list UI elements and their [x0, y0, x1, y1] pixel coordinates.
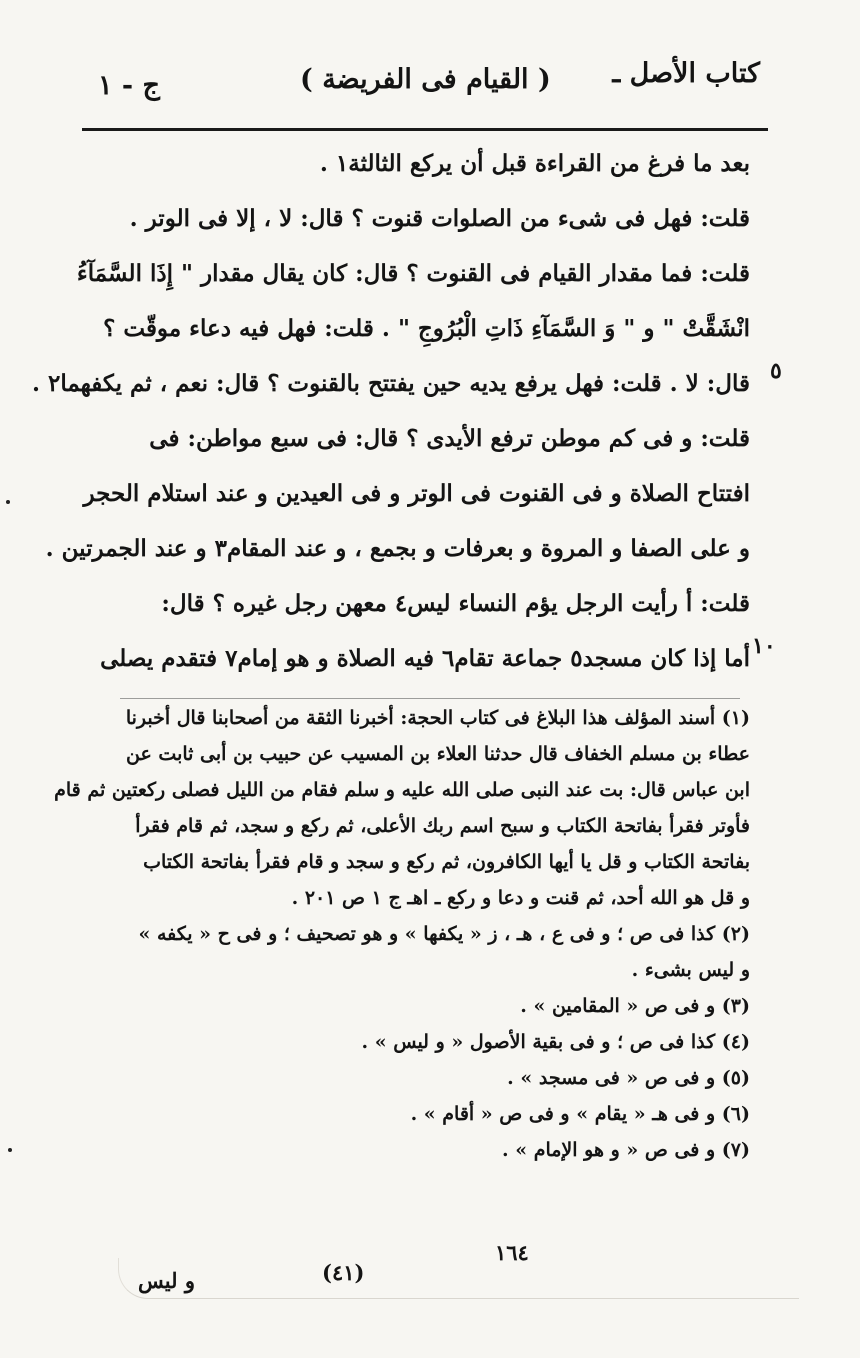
- footnote-line: (٤) كذا فى ص ؛ و فى بقية الأصول « و ليس » .: [361, 1031, 750, 1053]
- footnote-line: و قل هو الله أحد، ثم قنت و دعا و ركع ـ اهـ ج ١ ص ٢٠١ .: [291, 887, 750, 909]
- text-line: و على الصفا و المروة و بعرفات و بجمع ، و عند المقام٣ و عند الجمرتين .: [45, 535, 750, 562]
- footnote-line: عطاء بن مسلم الخفاف قال حدثنا العلاء بن المسيب عن حبيب بن أبى ثابت عن: [126, 743, 750, 765]
- footnote-line: فأوتر فقرأ بفاتحة الكتاب و سبح اسم ربك الأعلى، ثم ركع و سجد، ثم قام فقرأ: [135, 815, 750, 837]
- page-number: ١٦٤: [495, 1240, 529, 1265]
- text-line: أما إذا كان مسجد٥ جماعة تقام٦ فيه الصلاة و هو إمام٧ فتقدم يصلى: [100, 645, 750, 672]
- text-line: انْشَقَّتْ " و " وَ السَّمَآءِ ذَاتِ الْبُرُوجِ " . قلت: فهل فيه دعاء موقّت ؟: [103, 315, 750, 342]
- line-number-5: ٥: [770, 358, 782, 384]
- footnote-line: (٣) و فى ص « المقامين » .: [520, 995, 750, 1017]
- text-line: افتتاح الصلاة و فى القنوت فى الوتر و فى العيدين و عند استلام الحجر: [83, 480, 750, 507]
- page-fold-edge: [118, 1258, 799, 1299]
- running-header: [80, 58, 760, 118]
- main-text: [32, 136, 750, 686]
- text-line: قلت: فما مقدار القيام فى القنوت ؟ قال: كان يقال مقدار " إِذَا السَّمَآءُ: [76, 260, 750, 287]
- footnote-line: (٦) و فى هـ « يقام » و فى ص « أقام » .: [410, 1103, 750, 1125]
- text-line: بعد ما فرغ من القراءة قبل أن يركع الثالثة١ .: [319, 150, 750, 177]
- book-title: كتاب الأصل ـ: [612, 58, 760, 89]
- footnote-line: بفاتحة الكتاب و قل يا أيها الكافرون، ثم ركع و سجد و قام فقرأ بفاتحة الكتاب: [143, 851, 750, 873]
- text-line: قلت: فهل فى شىء من الصلوات قنوت ؟ قال: لا ، إلا فى الوتر .: [129, 205, 750, 232]
- header-rule: [82, 128, 768, 131]
- footnote-separator: [120, 698, 740, 699]
- sheet-number: (٤١): [322, 1260, 365, 1285]
- footnote-line: (١) أسند المؤلف هذا البلاغ فى كتاب الحجة: أخبرنا الثقة من أصحابنا قال أخبرنا: [125, 707, 750, 729]
- footnote-line: و ليس بشىء .: [631, 959, 750, 981]
- footnote-line: (٥) و فى ص « فى مسجد » .: [507, 1067, 750, 1089]
- footnote-line: (٢) كذا فى ص ؛ و فى ع ، هـ ، ز « يكفها » و هو تصحيف ؛ و فى ح « يكفه »: [138, 923, 750, 945]
- footnotes: [54, 700, 750, 1168]
- line-number-10: ١٠: [752, 633, 776, 659]
- footnote-line: (٧) و فى ص « و هو الإمام » .: [501, 1139, 750, 1161]
- section-title: ( القيام فى الفريضة ): [300, 64, 551, 95]
- scan-speck: [6, 500, 10, 504]
- catchword: و ليس: [138, 1268, 195, 1293]
- footnote-line: ابن عباس قال: بت عند النبى صلى الله عليه و سلم فقام من الليل فصلى ركعتين ثم قام: [54, 779, 750, 801]
- text-line: قلت: أ رأيت الرجل يؤم النساء ليس٤ معهن رجل غيره ؟ قال:: [161, 590, 750, 617]
- text-line: قال: لا . قلت: فهل يرفع يديه حين يفتتح بالقنوت ؟ قال: نعم ، ثم يكفهما٢ .: [32, 370, 750, 397]
- scan-speck: [8, 1148, 12, 1152]
- text-line: قلت: و فى كم موطن ترفع الأيدى ؟ قال: فى سبع مواطن: فى: [149, 425, 750, 452]
- volume-label: ج - ١: [98, 70, 160, 101]
